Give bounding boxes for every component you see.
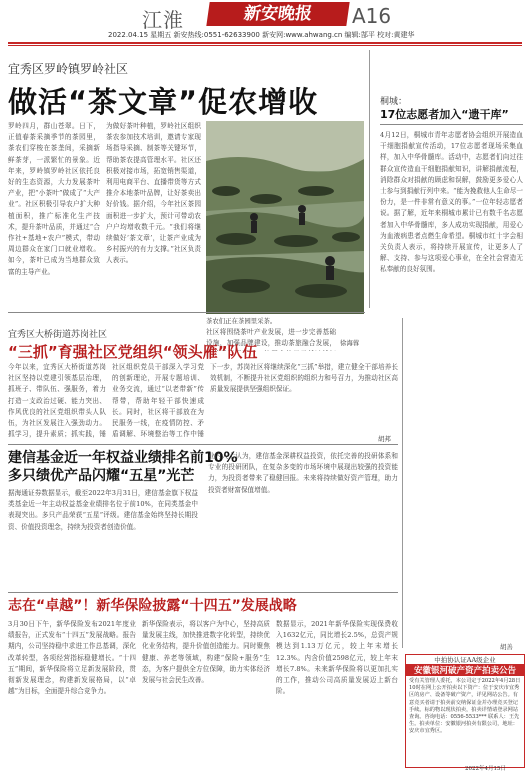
article1-column: 为做好茶叶种植，罗岭社区组织茶农参加技术培训，邀请专家现场指导采摘、制茶等关键环节，帮助茶农提高管理水平。社区还积极对接市场，拓宽销售渠道，利用电商平台、直播带货等方式推介本地茶叶品牌，让好茶卖出好价钱。据介绍，今年社区茶园面积进一步扩大，预计可带动农户户均增收数千元。“我们将继续做好‘茶文章’，让茶产业成为乡村振兴的有力支撑。”社区负责人表示。 xyxy=(106,122,201,265)
district-name: 江淮 xyxy=(142,8,184,32)
article1-column: 社区将围绕茶叶产业发展，进一步完善基础设施，加强品牌建设，推动茶旅融合发展， xyxy=(206,328,336,348)
article4-column: 新华保险表示，将以客户为中心，坚持高质量发展主线，加快推进数字化转型，持续优化业务结构，提升价值创造能力。同时聚焦健康、养老等领域，构建“保险+服务”生态，为客户提供全方位保障，助力实体经济发展与社会民生改善。 xyxy=(142,620,270,685)
page-number: A16 xyxy=(352,4,392,28)
sidebar-kicker: 桐城： xyxy=(380,97,408,107)
article4-column: 数据显示，2021年新华保险实现保费收入1632亿元，同比增长2.5%，总资产规模达到1.13万亿元，较上年末增长12.3%。内含价值2598亿元，较上年末增长7.8%。未来新华保险将以更加扎实的工作，推动公司高质量发展迈上新台阶。 xyxy=(276,620,398,696)
article2-column: 下一步，苏岗社区将继续深化“三抓”举措，建立健全干部培养长效机制，不断提升社区党组织的组织力和号召力，为推动社区高质量发展提供坚强组织保证。 xyxy=(210,363,398,394)
sidebar-byline: 胡善 xyxy=(500,643,513,651)
photo-caption: 茶农们正在茶园里采茶。 xyxy=(206,317,277,325)
tea-field-image xyxy=(206,121,364,314)
ad-title: 安徽银河破产资产拍卖公告 xyxy=(406,664,524,676)
article3-subheadline: 多只绩优产品闪耀“五星”光芒 xyxy=(8,468,195,484)
column-divider xyxy=(369,50,370,308)
article1-kicker: 宜秀区罗岭镇罗岭社区 xyxy=(8,62,129,76)
sidebar-article: 4月12日，桐城市青年志愿者协会组织开展造血干细胞捐献宣传活动，17位志愿者现场采集血样，加入中华骨髓库。活动中，志愿者们向过往群众宣传造血干细胞捐献知识，讲解捐献流程，消除群众对捐献的顾虑和误解，鼓励更多爱心人士参与到捐献行列中来。“能为挽救他人生命尽一份力，是一件非常有意义的事。”一位年轻志愿者说。据了解，近年来桐城市累计已有数千名志愿者加入中华骨髓库，多人成功实现捐献，用爱心为血液病患者点燃生命希望。桐城市红十字会相关负责人表示，将持续开展宣传，让更多人了解、支持、参与这项爱心事业，在全社会营造无私奉献的良好氛围。 xyxy=(380,131,523,274)
article2-column: 今年以来，宜秀区大桥街道苏岗社区坚持以党建引领基层治理，抓班子、带队伍、强服务，着力打造一支政治过硬、能力突出、作风优良的社区党组织带头人队伍，为社区发展注入强劲动力。抓学习，提升素质；抓实践，锤 xyxy=(8,363,106,439)
footer-date: 2022年4月15日 xyxy=(465,766,506,772)
masthead-rule-thin xyxy=(8,45,522,46)
article4-column: 3月30日下午，新华保险发布2021年度业绩报告，正式发布“十四五”发展战略。报告期内，公司坚持稳中求进工作总基调，深化改革转型，各项经营指标稳健增长。“十四五”期间，新华保险将立足新发展阶段，贯彻新发展理念，构建新发展格局，以“卓越”为目标，全面提升综合竞争力。 xyxy=(8,620,136,696)
article1-byline: 徐海蓉 xyxy=(340,339,360,347)
newspaper-logo: 新安晚报 xyxy=(206,2,349,26)
article3-column: 业内人士认为，建信基金深耕权益投资，依托完善的投研体系和专业的投研团队，在复杂多变的市场环境中展现出较强的投资能力，为投资者带来了稳健回报。未来将持续做好资产管理，助力投资者财富保值增值。 xyxy=(208,452,398,494)
article1-column: 罗岭四月，群山苍翠。日下，正值春茶采摘季节的茶园里，茶农们穿梭在茶垄间，采摘新鲜茶芽，一派繁忙的景象。近年来，罗岭镇罗岭社区依托良好的生态资源，大力发展茶叶产业，把“小茶叶”做成了“大产业”。社区积极引导农户扩大种植面积，推广标准化生产技术，提升茶叶品质，并通过“合作社+基地+农户”模式，带动周边群众在家门口就业增收。如今，茶叶已成为当地群众致富的主导产业。 xyxy=(8,122,100,276)
article3-column: 据海通证券数据显示，截至2022年3月31日，建信基金旗下权益类基金近一年主动权益基金业绩排名位于前10%，在同类基金中表现突出。多只产品荣获“五星”评级。建信基金始终坚持长期投资、价值投资理念，持续为投资者创造价值。 xyxy=(8,489,198,531)
sidebar-headline: 17位志愿者加入“遗干库” xyxy=(380,108,509,121)
article2-byline: 胡邦 xyxy=(378,435,391,443)
section-divider xyxy=(8,592,398,593)
auction-notice-ad xyxy=(405,654,525,768)
sidebar-divider xyxy=(380,124,523,125)
ad-body: 受有关管理人委托，本公司定于2022年4月28日10时在网上公开拍卖以下资产：位于安庆市宜秀区的房产、设备等破产资产，详见网站公告。有意竞买者请于拍卖前交纳保证金并办理竞买登记手续。标的物以现状拍卖，拍卖详情请登录网站查询。咨询电话：0556-5533*** 联系人：王先生。拍卖单位：安徽银河拍卖有限公司，地址：安庆市宜秀区。 xyxy=(409,678,521,735)
masthead xyxy=(0,0,530,32)
masthead-rule xyxy=(8,42,522,44)
article3-headline: 建信基金近一年权益业绩排名前10% xyxy=(8,450,238,466)
article1-headline: 做活“茶文章”促农增收 xyxy=(8,85,319,119)
article2-kicker: 宜秀区大桥街道苏岗社区 xyxy=(8,330,108,340)
ad-badge-text: 中拍协认证AA级企业 xyxy=(434,656,496,664)
tea-picking-photo xyxy=(206,121,364,314)
section-divider xyxy=(8,444,398,445)
article2-column: 社区组织党员干部深入学习党的创新理论，开展专题培训、业务交流，通过“以老带新”传帮带，帮助年轻干部快速成长。同时，社区将干部放在为民服务一线，在疫情防控、矛盾调解、环境整治等工作中锤 xyxy=(112,363,204,439)
masthead-info-line: 2022.04.15 星期五 新安热线:0551-62633900 新安网:www.ahwang.cn 编辑:郜平 校对:黄建华 xyxy=(108,31,415,39)
article4-headline: 志在“卓越”！新华保险披露“十四五”发展战略 xyxy=(8,598,297,614)
section-divider xyxy=(8,312,365,313)
article2-headline: “三抓”育强社区党组织“领头雁”队伍 xyxy=(8,343,258,361)
